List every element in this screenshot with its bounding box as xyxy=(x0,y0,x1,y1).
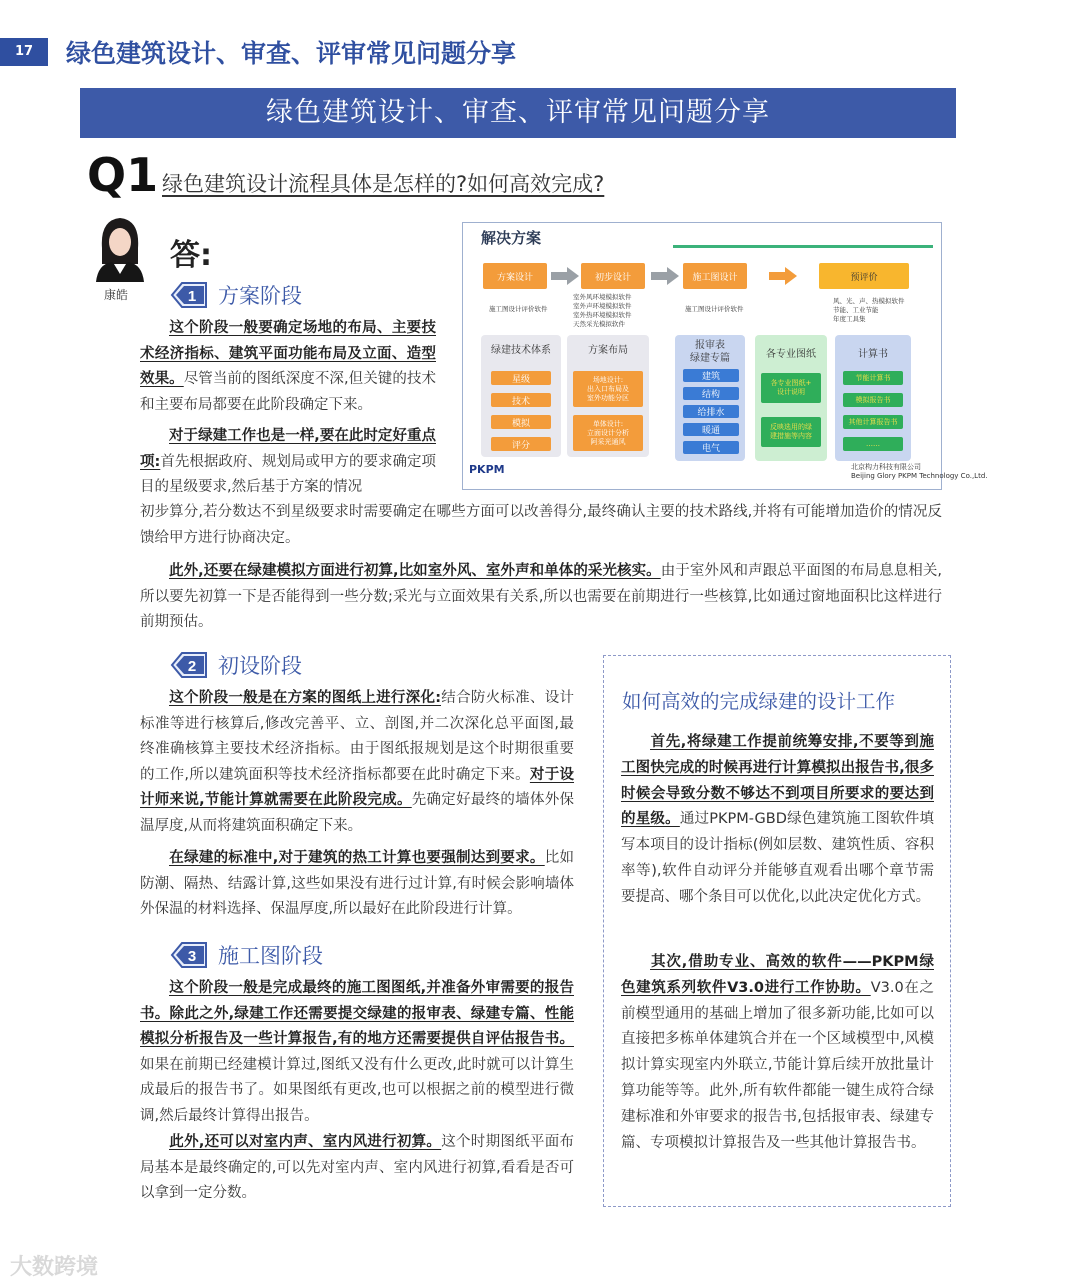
panel-title: 方案布局 xyxy=(588,345,628,356)
section-heading-3 xyxy=(170,940,323,970)
s3-p1-highlight: 这个阶段一般是完成最终的施工图图纸,并准备外审需要的报告书。除此之外,绿建工作还需要提交绿建的报审表、绿建专篇、性能模拟分析报告及一些计算报告,有的地方还需要提供自评估报告书。 xyxy=(140,980,574,1048)
avatar xyxy=(92,212,148,282)
stage-note-2: 室外风环境模拟软件 室外声环境模拟软件 室外热环境模拟软件 天然采光模拟软件 xyxy=(573,293,632,328)
stage-note-3: 施工图设计评价软件 xyxy=(685,305,744,313)
s2-p1-text-2: 先确定好最终的墙体外保温厚度,从而将建筑面积确定下来。 xyxy=(140,792,575,834)
panel-item: 星级 xyxy=(491,371,551,385)
panel-item: 场地设计: 出入口布局及 室外功能分区 xyxy=(573,371,643,407)
s3-paragraph-1 xyxy=(140,976,574,1130)
panel-item: 结构 xyxy=(683,387,739,400)
s3-p2-text: 这个时期图纸平面布局基本是最终确定的,可以先对室内声、室内风进行初算,看看是否可以拿到一定分数。 xyxy=(140,1134,574,1202)
panel-item: 其他计算报告书 xyxy=(843,415,903,429)
arrow-icon xyxy=(551,267,579,285)
stage-note-4: 风、光、声、热模拟软件 节能、工业节能 年度工具集 xyxy=(833,297,905,323)
s3-p2-highlight: 此外,还可以对室内声、室内风进行初算。 xyxy=(169,1134,442,1150)
panel-item: 模拟 xyxy=(491,415,551,429)
section-title: 方案阶段 xyxy=(218,284,302,308)
s1-p3-text: 由于室外风和声跟总平面图的布局息息相关,所以要先初算一下是否能得到一些分数;采光与立面效果有关系,所以也需要在前期进行一些核算,比如通过窗地面积比这样进行前期预估。 xyxy=(140,563,943,631)
s2-p1-text: 结合防火标准、设计标准等进行核算后,修改完善平、立、剖图,并二次深化总平面图,最终准确核算主要技术经济指标。由于图纸报规划是这个时期很重要的工作,所以建筑面积等技术经济指标都要在此时确定下来。 xyxy=(140,690,574,783)
s1-p1-highlight: 这个阶段一般要确定场地的布局、主要技术经济指标、建筑平面功能布局及立面、造型效果。 xyxy=(140,320,436,388)
s1-paragraph-2b xyxy=(140,500,942,551)
s1-paragraph-3 xyxy=(140,559,942,636)
company-logo: 北京构力科技有限公司 Beijing Glory PKPM Technology Co.,Ltd. xyxy=(851,463,988,480)
panel-title: 绿建技术体系 xyxy=(491,345,551,356)
page-number: 17 xyxy=(0,38,48,66)
panel-item: …… xyxy=(843,437,903,451)
section-title: 施工图阶段 xyxy=(218,944,323,968)
sidebar-p1-text: 通过PKPM-GBD绿色建筑施工图软件填写本项目的设计指标(例如层数、建筑性质、容积率等),软件自动评分并能够直观看出哪个章节需要提高、哪个条目可以优化,以此决定优化方式。 xyxy=(621,811,934,905)
panel-item: 节能计算书 xyxy=(843,371,903,385)
running-title: 绿色建筑设计、审查、评审常见问题分享 xyxy=(66,39,517,68)
s2-p2-text: 比如防潮、隔热、结露计算,这些如果没有进行过计算,有时候会影响墙体外保温的材料选择、保温厚度,所以最好在此阶段进行计算。 xyxy=(140,850,575,918)
s2-paragraph-1 xyxy=(140,686,574,840)
diagram-title: 解决方案 xyxy=(481,229,542,247)
title-banner: 绿色建筑设计、审查、评审常见问题分享 xyxy=(80,88,956,138)
panel-item: 单体设计: 立面设计分析 阿采光通风 xyxy=(573,415,643,451)
panel-item: 技术 xyxy=(491,393,551,407)
panel-title: 各专业图纸 xyxy=(766,349,816,360)
s1-p3-highlight: 此外,还要在绿建模拟方面进行初算,比如室外风、室外声和单体的采光核实。 xyxy=(169,563,661,579)
s1-p2-highlight: 对于绿建工作也是一样,要在此时定好重点项: xyxy=(140,428,436,470)
panel-item: 模拟报告书 xyxy=(843,393,903,407)
sidebar-box xyxy=(603,655,951,1207)
panel-item: 建筑 xyxy=(683,369,739,382)
panel-item: 给排水 xyxy=(683,405,739,418)
s2-p1-highlight: 这个阶段一般是在方案的图纸上进行深化: xyxy=(169,690,442,706)
question-label: Q1 xyxy=(87,148,159,202)
watermark: 大数跨境 xyxy=(10,1255,99,1280)
s3-paragraph-2 xyxy=(140,1130,574,1207)
section-heading-1 xyxy=(170,280,302,310)
sidebar-p2-highlight: 其次,借助专业、高效的软件——PKPM绿色建筑系列软件V3.0进行工作协助。 xyxy=(621,954,934,996)
solution-diagram xyxy=(462,222,988,490)
stage-pre-evaluation: 预评价 xyxy=(819,263,909,289)
arrow-icon xyxy=(769,267,797,285)
panel-item: 电气 xyxy=(683,441,739,454)
section-number: 2 xyxy=(187,658,197,675)
arrow-icon xyxy=(651,267,679,285)
answer-label: 答: xyxy=(170,238,212,273)
stage-scheme: 方案设计 xyxy=(483,263,547,289)
section-heading-2 xyxy=(170,650,302,680)
panel-title: 计算书 xyxy=(858,349,888,360)
sidebar-title: 如何高效的完成绿建的设计工作 xyxy=(622,690,896,713)
answerer-name: 康皓 xyxy=(104,288,129,302)
panel-title: 报审表 绿建专篇 xyxy=(690,340,730,364)
sidebar-paragraph-1 xyxy=(621,730,934,911)
panel-item: 暖通 xyxy=(683,423,739,436)
sidebar-p2-text: V3.0在之前模型通用的基础上增加了很多新功能,比如可以直接把多栋单体建筑合并在一个区域模型中,风模拟计算实现室内外联立,节能计算后续开放批量计算功能等等。此外,所有软件都能一键生成符合绿建标准和外审要求的报告书,包括报审表、绿建专篇、专项模拟计算报告及一些其他计算报告书。 xyxy=(621,979,934,1151)
stage-preliminary: 初步设计 xyxy=(581,263,645,289)
s2-p1-highlight-2: 对于设计师来说,节能计算就需要在此阶段完成。 xyxy=(140,766,575,809)
s1-p2-text-b: 初步算分,若分数达不到星级要求时需要确定在哪些方面可以改善得分,最终确认主要的技术路线,并将有可能增加造价的情况反馈给甲方进行协商决定。 xyxy=(140,504,942,546)
section-number: 3 xyxy=(187,948,197,965)
sidebar-p1-highlight: 首先,将绿建工作提前统筹安排,不要等到施工图快完成的时候再进行计算模拟出报告书,很多时候会导致分数不够达不到项目所要求的要达到的星级。 xyxy=(621,734,934,828)
diagram-title-bar xyxy=(673,245,933,248)
s2-paragraph-2 xyxy=(140,846,574,923)
s2-p2-highlight: 在绿建的标准中,对于建筑的热工计算也要强制达到要求。 xyxy=(169,850,545,866)
section-number-icon xyxy=(170,650,210,680)
stage-construction: 施工图设计 xyxy=(683,263,747,289)
section-number-icon xyxy=(170,280,210,310)
pkpm-logo: PKPM xyxy=(469,463,505,476)
s1-p2-text-a: 首先根据政府、规划局或甲方的要求确定项目的星级要求,然后基于方案的情况 xyxy=(140,453,436,496)
section-number: 1 xyxy=(187,288,197,305)
question-text: 绿色建筑设计流程具体是怎样的?如何高效完成? xyxy=(162,172,605,196)
s3-p1-text: 如果在前期已经建模计算过,图纸又没有什么更改,此时就可以计算生成最后的报告书了。如果图纸有更改,也可以根据之前的模型进行微调,然后最终计算得出报告。 xyxy=(140,1056,574,1124)
s1-p1-text: 尽管当前的图纸深度不深,但关键的技术和主要布局都要在此阶段确定下来。 xyxy=(140,371,437,413)
s1-paragraph-2a xyxy=(140,424,436,501)
stage-note-1: 施工图设计评价软件 xyxy=(489,305,548,313)
section-title: 初设阶段 xyxy=(218,654,302,678)
section-number-icon xyxy=(170,940,210,970)
panel-item: 各专业图纸+ 设计说明 xyxy=(761,373,821,403)
s1-paragraph-1 xyxy=(140,316,436,418)
sidebar-paragraph-2 xyxy=(621,950,934,1156)
panel-item: 评分 xyxy=(491,437,551,451)
panel-item: 反映选用的绿 建措施等内容 xyxy=(761,417,821,447)
